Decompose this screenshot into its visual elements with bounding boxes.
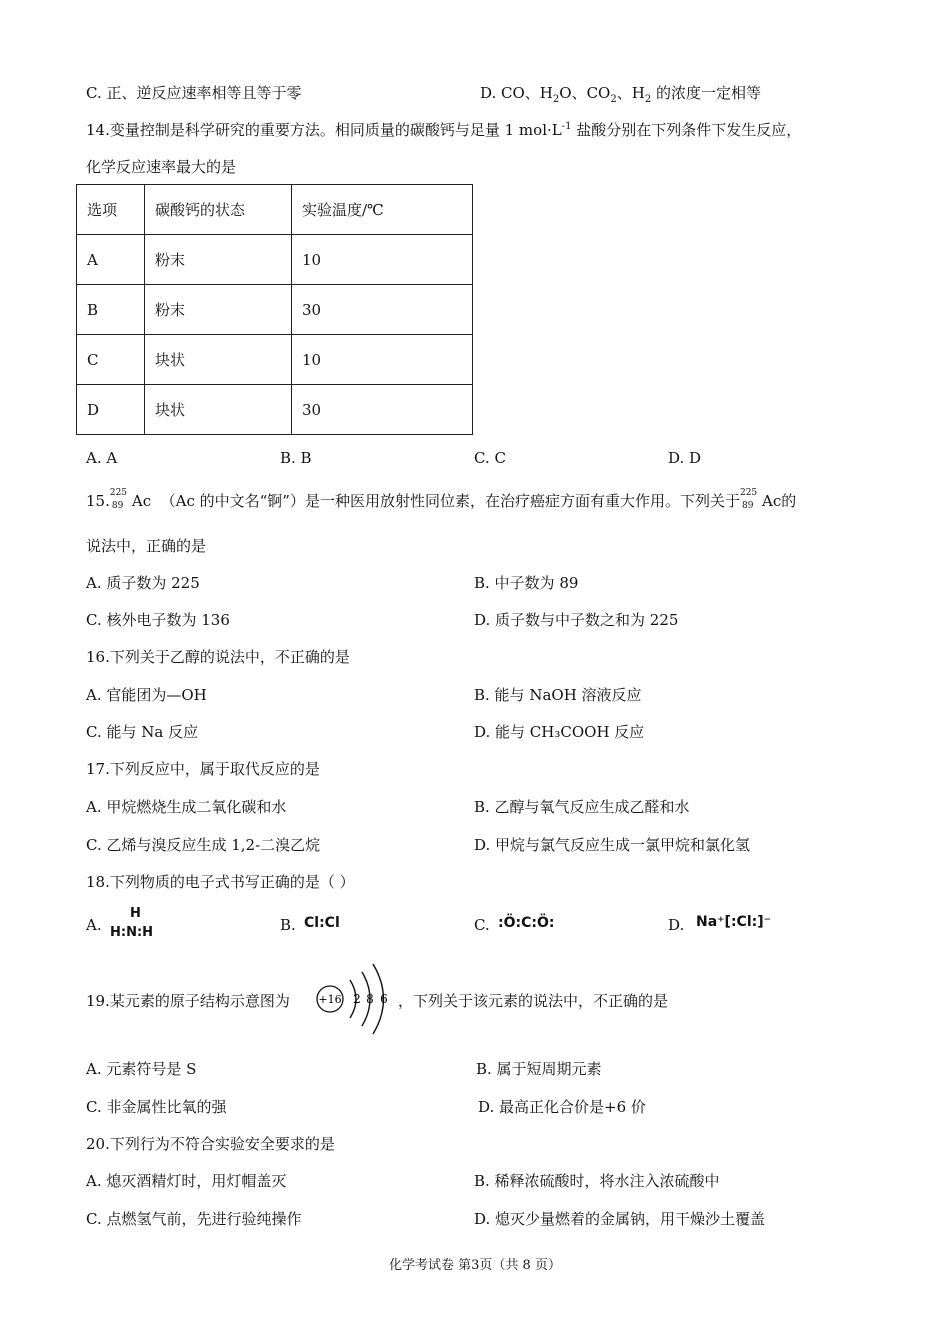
table-cell: B	[77, 285, 145, 335]
header-cell: 选项	[77, 185, 145, 235]
table-row	[77, 335, 473, 385]
table-cell: 粉末	[145, 235, 292, 285]
q14-stem-line1: 14.变量控制是科学研究的重要方法。相同质量的碳酸钙与足量 1 $mol\cdot L^{-1}$ 盐酸分别在下列条件下发生反应，	[86, 121, 802, 139]
q13-option-c: C. 正、逆反应速率相等且等于零	[86, 84, 302, 102]
nucleus-charge: +16	[318, 993, 342, 1006]
table-cell: 10	[292, 335, 473, 385]
q19-option-a: A. 元素符号是 S	[86, 1060, 197, 1078]
q13-option-d: D. CO、$H_2O$、$CO_2$、$H_2$ 的浓度一定相等	[480, 84, 761, 105]
q18-option-c-formula: :Ö:C:Ö:	[498, 915, 555, 931]
q17-option-d: D. 甲烷与氯气反应生成一氯甲烷和氯化氢	[474, 836, 751, 854]
q14-option-d: D. D	[668, 449, 702, 467]
atomic-structure-diagram	[310, 958, 400, 1042]
q19-option-d: D. 最高正化合价是+6 价	[478, 1098, 646, 1116]
q18-option-d-formula: Na⁺[:Cl:]⁻	[696, 914, 772, 930]
q20-option-a: A. 熄灭酒精灯时，用灯帽盖灭	[86, 1172, 287, 1190]
q16-option-d: D. 能与 CH₃COOH 反应	[474, 723, 645, 741]
shell-electrons: 2	[353, 992, 361, 1006]
q15-stem-line2: 说法中，正确的是	[86, 537, 207, 555]
q19-option-c: C. 非金属性比氧的强	[86, 1098, 227, 1116]
q17-stem: 17.下列反应中，属于取代反应的是	[86, 760, 320, 778]
q20-option-b: B. 稀释浓硫酸时，将水注入浓硫酸中	[474, 1172, 720, 1190]
q18-option-a-label: A.	[86, 916, 102, 934]
q17-option-a: A. 甲烷燃烧生成二氧化碳和水	[86, 798, 287, 816]
q14-option-c: C. C	[474, 449, 506, 467]
q19-option-b: B. 属于短周期元素	[476, 1060, 602, 1078]
q19-stem-pre: 19.某元素的原子结构示意图为	[86, 992, 290, 1010]
q14-option-b: B. B	[280, 449, 312, 467]
shell-electrons: 8	[366, 992, 374, 1006]
q17-option-c: C. 乙烯与溴反应生成 1,2-二溴乙烷	[86, 836, 321, 854]
q14-stem-line2: 化学反应速率最大的是	[86, 158, 237, 176]
header-cell: 碳酸钙的状态	[145, 185, 292, 235]
table-row	[77, 285, 473, 335]
q18-option-a-formula: H:N:H	[110, 925, 154, 940]
q18-stem: 18.下列物质的电子式书写正确的是（ ）	[86, 873, 355, 891]
page-footer: 化学考试卷 第3页（共 8 页）	[389, 1258, 561, 1273]
table-cell: 10	[292, 235, 473, 285]
q15-option-a: A. 质子数为 225	[86, 574, 200, 592]
table-cell: D	[77, 385, 145, 435]
q20-option-c: C. 点燃氢气前，先进行验纯操作	[86, 1210, 302, 1228]
q16-option-a: A. 官能团为—OH	[86, 686, 207, 704]
table-cell: A	[77, 235, 145, 285]
q16-stem: 16.下列关于乙醇的说法中，不正确的是	[86, 648, 350, 666]
q17-option-b: B. 乙醇与氧气反应生成乙醛和水	[474, 798, 690, 816]
q18-option-a-top: H	[130, 906, 141, 921]
q14-table	[76, 184, 473, 435]
q18-option-c-label: C.	[474, 916, 490, 934]
q18-option-d-label: D.	[668, 916, 685, 934]
q14-option-a: A. A	[86, 449, 118, 467]
q20-stem: 20.下列行为不符合实验安全要求的是	[86, 1135, 335, 1153]
table-cell: 粉末	[145, 285, 292, 335]
table-row	[77, 235, 473, 285]
q20-option-d: D. 熄灭少量燃着的金属钠，用干燥沙土覆盖	[474, 1210, 766, 1228]
q15-option-c: C. 核外电子数为 136	[86, 611, 230, 629]
q15-option-b: B. 中子数为 89	[474, 574, 579, 592]
q19-stem-post: ，下列关于该元素的说法中，不正确的是	[398, 992, 669, 1010]
q18-option-b-label: B.	[280, 916, 296, 934]
header-cell: 实验温度/℃	[292, 185, 473, 235]
q16-option-c: C. 能与 Na 反应	[86, 723, 199, 741]
q15-option-d: D. 质子数与中子数之和为 225	[474, 611, 679, 629]
table-cell: 30	[292, 285, 473, 335]
q15-stem-line1: 15. 225 89 Ac （Ac 的中文名“锕”）是一种医用放射性同位素，在治疗癌症方面有重大作用。下列关于 225 89 Ac的	[86, 488, 797, 511]
table-header-row	[77, 185, 473, 235]
table-cell: C	[77, 335, 145, 385]
q18-option-b-formula: Cl:Cl	[304, 915, 340, 931]
table-row	[77, 385, 473, 435]
nuclide-symbol: 225 89	[739, 488, 758, 511]
nuclide-symbol: 225 89	[109, 488, 128, 511]
shell-electrons: 6	[380, 992, 388, 1006]
table-cell: 块状	[145, 385, 292, 435]
table-cell: 30	[292, 385, 473, 435]
q16-option-b: B. 能与 NaOH 溶液反应	[474, 686, 642, 704]
table-cell: 块状	[145, 335, 292, 385]
